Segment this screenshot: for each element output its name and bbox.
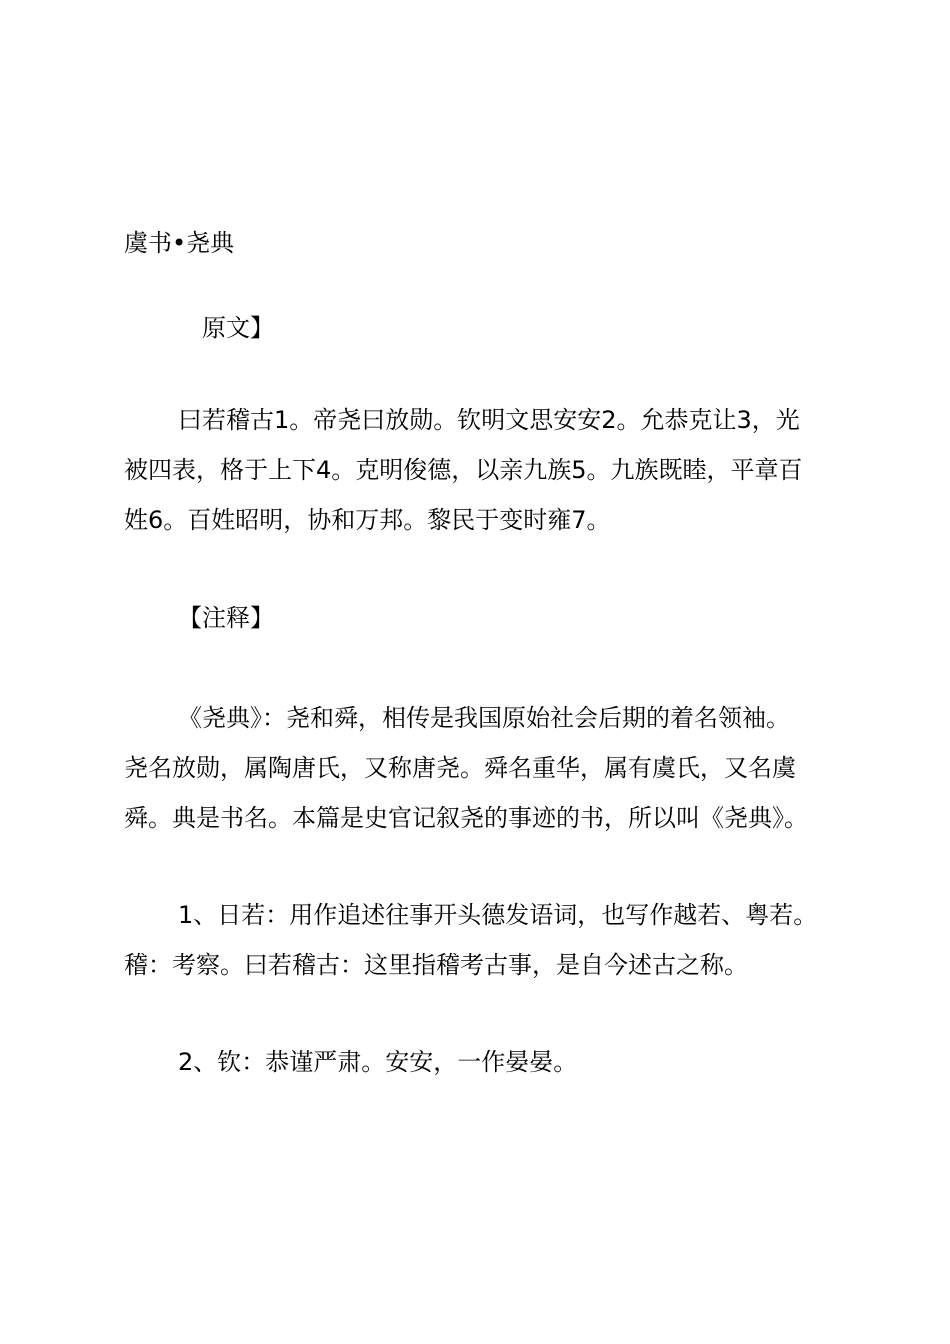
original-text-line: 曰若稽古1。帝尧曰放勋。钦明文思安安2。允恭克让3，光: [178, 406, 800, 434]
original-text-heading: 原文】: [202, 314, 274, 342]
note-1-line: 稽：考察。曰若稽古：这里指稽考古事，是自今述古之称。: [124, 951, 748, 979]
original-text-line: 被四表，格于上下4。克明俊德，以亲九族5。九族既睦，平章百: [124, 456, 803, 484]
notes-intro-line: 舜。典是书名。本篇是史官记叙尧的事迹的书，所以叫《尧典》。: [124, 804, 808, 832]
note-1-line: 1、日若：用作追述往事开头德发语词，也写作越若、粤若。: [178, 901, 818, 929]
notes-intro-line: 《尧典》：尧和舜，相传是我国原始社会后期的着名领袖。: [178, 704, 790, 732]
document-title: 虞书•尧典: [124, 229, 235, 257]
notes-heading: 【注释】: [178, 604, 274, 632]
notes-intro-line: 尧名放勋，属陶唐氏，又称唐尧。舜名重华，属有虞氏，又名虞: [124, 754, 796, 782]
original-text-line: 姓6。百姓昭明，协和万邦。黎民于变时雍7。: [124, 506, 611, 534]
note-2-line: 2、钦：恭谨严肃。安安，一作晏晏。: [178, 1048, 578, 1076]
